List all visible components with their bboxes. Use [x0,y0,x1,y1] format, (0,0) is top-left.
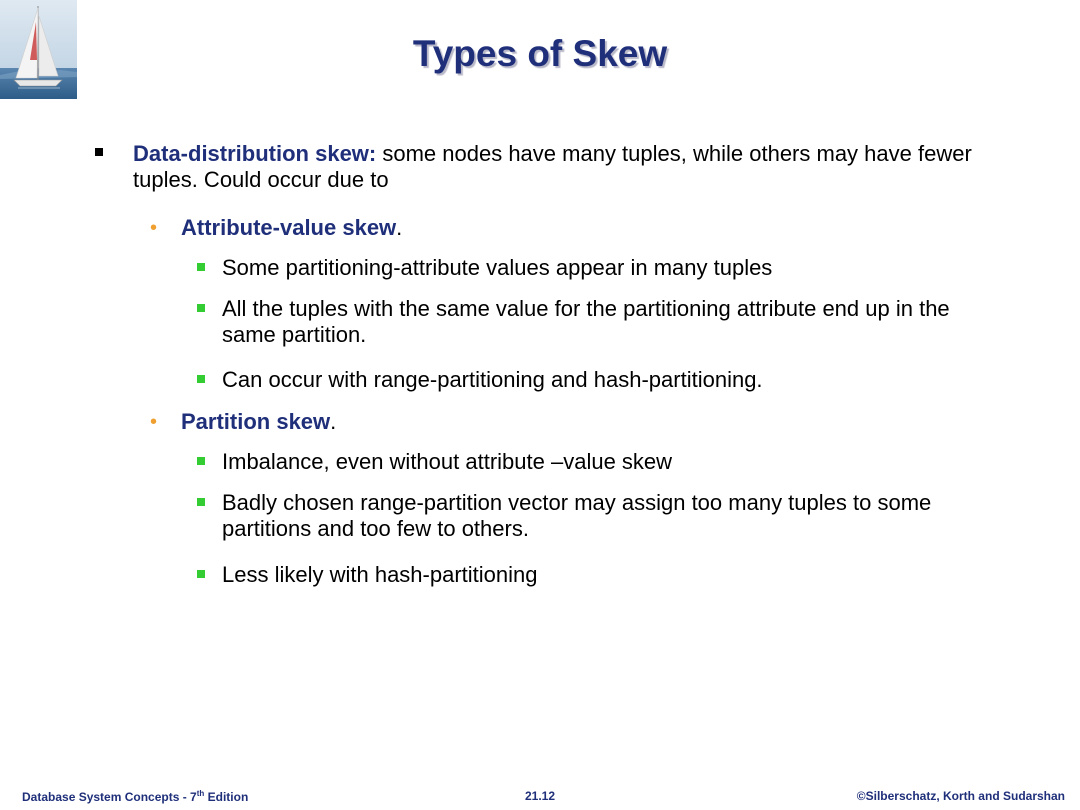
bullet-partition-2 [222,490,1002,542]
square-bullet-icon [95,148,103,156]
square-bullet-icon [197,375,205,383]
bullet-text: Some partitioning-attribute values appear in many tuples [222,255,773,280]
square-bullet-icon [197,304,205,312]
bullet-text: some nodes have many tuples, while others may have fewer tuples. Could occur due to [133,141,972,192]
bullet-term: Data-distribution skew: [133,141,377,166]
bullet-text: . [396,215,403,240]
dot-bullet-icon: • [150,217,158,239]
square-bullet-icon [197,457,205,465]
bullet-partition-1 [222,449,1002,475]
bullet-text: Less likely with hash-partitioning [222,562,538,587]
slide-title: Types of Skew [412,33,668,74]
bullet-text: Badly chosen range-partition vector may assign too many tuples to some partitions and too few to others. [222,490,932,541]
bullet-partition-skew [150,409,981,435]
bullet-attribute-value-skew [150,215,981,241]
footer-copyright: ©Silberschatz, Korth and Sudarshan [856,789,1065,803]
bullet-text: All the tuples with the same value for the partitioning attribute end up in the same partition. [222,296,950,347]
footer-course-title: Database System Concepts - 7th Edition [22,789,249,804]
bullet-partition-3 [222,562,1002,588]
dot-bullet-icon: • [150,411,158,433]
bullet-text: . [330,409,337,434]
bullet-data-distribution-skew [133,141,993,193]
bullet-text: Can occur with range-partitioning and hash-partitioning. [222,367,763,392]
bullet-term: Partition skew [181,409,331,434]
bullet-text: Imbalance, even without attribute –value skew [222,449,673,474]
square-bullet-icon [197,498,205,506]
footer-slide-number: 21.12 [524,789,556,803]
bullet-term: Attribute-value skew [181,215,397,240]
square-bullet-icon [197,263,205,271]
bullet-attribute-value-2 [222,296,1002,348]
bullet-attribute-value-3 [222,367,1002,393]
square-bullet-icon [197,570,205,578]
bullet-attribute-value-1 [222,255,1002,281]
